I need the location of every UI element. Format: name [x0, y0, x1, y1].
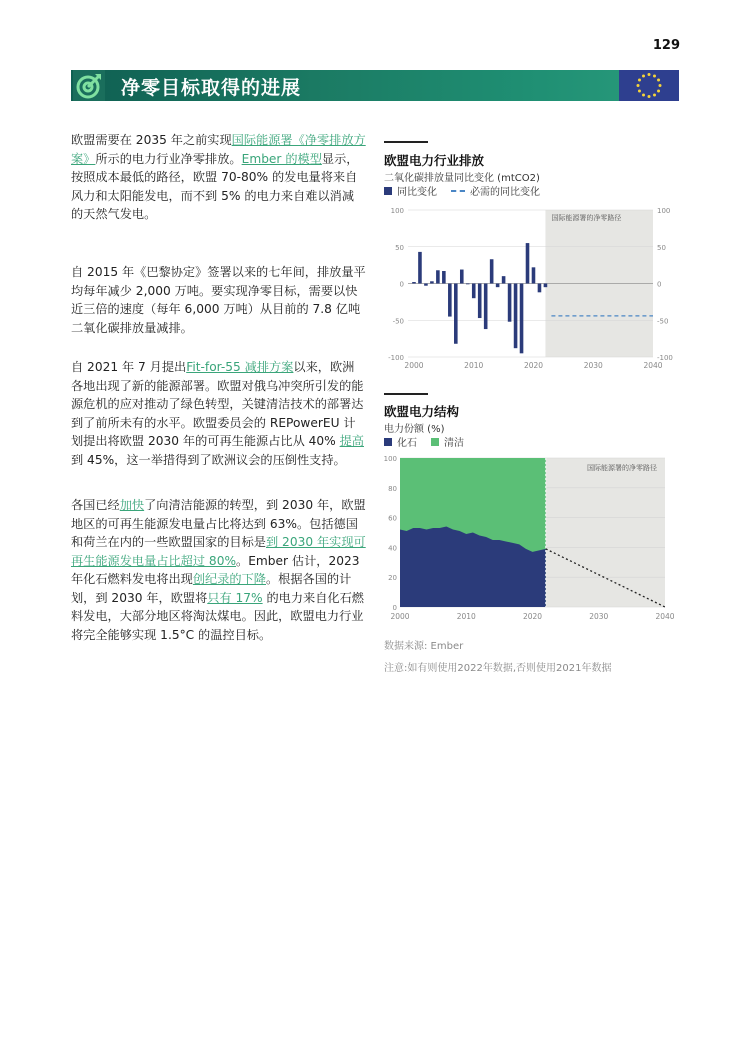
only-17-link[interactable]: 只有 17% — [207, 590, 263, 605]
x-tick-label: 2040 — [643, 361, 663, 370]
legend-swatch — [384, 187, 392, 195]
eu-star — [653, 74, 656, 77]
legend-label: 化石 — [397, 438, 417, 449]
y-tick-label-right: 50 — [657, 243, 666, 252]
eu-star — [648, 95, 651, 98]
page-number: 129 — [652, 38, 680, 53]
paragraph-text: 到 45%，这一举措得到了欧洲议会的压倒性支持。 — [71, 452, 346, 467]
emission-bar — [490, 259, 494, 283]
y-tick-label: 0 — [399, 280, 404, 289]
y-tick-label: 100 — [390, 207, 404, 215]
paragraph-2 — [71, 263, 366, 337]
paragraph-text: 以来，欧洲各地出现了新的能源部署。欧盟对俄乌冲突所引发的能源危机的应对推动了绿色转型，关键清洁技术的部署达到了前所未有的水平。欧盟委员会的 REPowerEU 计划提出将欧盟 2030 年的可再生能源占比从 40% — [71, 360, 364, 448]
y-tick-label: -50 — [392, 317, 404, 326]
emission-bar — [436, 270, 440, 283]
shade-label: 国际能源署的净零路径 — [551, 214, 622, 222]
x-tick-label: 2000 — [390, 612, 410, 621]
y-tick-label-right: 100 — [657, 207, 671, 215]
netzero-shade — [546, 458, 665, 607]
x-tick-label: 2020 — [522, 612, 543, 621]
y-tick-label: 80 — [388, 484, 397, 493]
ember-model-link[interactable]: Ember 的模型 — [241, 151, 322, 166]
eu-star — [653, 94, 656, 97]
mix-chart-legend — [384, 434, 464, 449]
paragraph-4 — [71, 496, 366, 644]
chart-rule — [384, 393, 428, 395]
paragraph-text: 显示，按照成本最低的路径，欧盟 70-80% 的发电量将来自风力和太阳能发电，而不到 5% 的电力来自难以消减的天然气发电。 — [71, 151, 359, 221]
legend-label: 必需的同比变化 — [470, 187, 540, 198]
y-tick-label-right: -100 — [657, 354, 673, 362]
y-tick-label: 50 — [395, 243, 404, 252]
emission-bar — [520, 284, 524, 354]
eu-star — [638, 79, 641, 82]
emission-bar — [496, 284, 500, 288]
shade-label: 国际能源署的净零路径 — [587, 464, 657, 472]
data-source: 数据来源: Ember — [384, 641, 464, 652]
x-tick-label: 2010 — [456, 612, 476, 621]
iea-netzero-link[interactable]: 国际能源署《净零排放方案》 — [71, 133, 366, 166]
emission-bar — [430, 281, 434, 283]
legend-label: 清洁 — [444, 438, 464, 449]
legend-dash-swatch — [451, 190, 465, 192]
eu-star — [657, 79, 660, 82]
y-tick-label-right: -50 — [657, 317, 669, 326]
y-tick-label: 60 — [388, 514, 397, 523]
x-tick-label: 2040 — [655, 612, 675, 621]
mix-chart-title: 欧盟电力结构 — [384, 404, 460, 419]
emission-bar — [454, 284, 458, 344]
legend-label: 同比变化 — [397, 187, 437, 198]
emission-bar — [424, 284, 428, 286]
emissions-chart — [378, 202, 678, 374]
paragraph-1 — [71, 131, 366, 224]
paragraph-text: 了向清洁能源的转型，到 2030 年，欧盟地区的可再生能源发电量占比将达到 63%。包括德国和荷兰在内的一些欧盟国家的目标是 — [71, 498, 366, 549]
renewables-80-link[interactable]: 到 2030 年实现可再生能源发电量占比超过 80% — [71, 535, 366, 568]
legend-item — [451, 183, 540, 198]
x-tick-label: 2020 — [523, 361, 544, 370]
eu-star — [642, 94, 645, 97]
y-tick-label: 100 — [383, 455, 397, 463]
emission-bar — [526, 243, 530, 283]
emission-bar — [538, 284, 542, 293]
paragraph-text: 欧盟需要在 2035 年之前实现 — [71, 133, 232, 147]
eu-star — [659, 84, 662, 87]
emission-bar — [412, 282, 416, 283]
section-banner — [71, 70, 679, 101]
paragraph-text: 自 2021 年 7 月提出 — [71, 360, 187, 374]
x-tick-label: 2030 — [583, 361, 603, 370]
emission-bar — [508, 284, 512, 322]
paragraph-text: 各国已经 — [71, 498, 120, 512]
y-tick-label: 0 — [392, 604, 397, 612]
emission-bar — [448, 284, 452, 317]
mix-chart-subtitle: 电力份额 (%) — [384, 424, 445, 435]
paragraph-text: 自 2015 年《巴黎协定》签署以来的七年间，排放量平均每年减少 2,000 万吨。要实现净零目标，需要以快近三倍的速度（每年 6,000 万吨）从目前的 7.8 亿吨二氧化碳排放量减排。 — [71, 265, 366, 335]
increase-link[interactable]: 提高 — [339, 434, 364, 448]
emission-bar — [466, 284, 470, 285]
x-tick-label: 2010 — [464, 361, 484, 370]
accelerate-link[interactable]: 加快 — [119, 498, 145, 512]
eu-star — [638, 90, 641, 93]
section-title: 净零目标取得的进展 — [121, 77, 302, 99]
fit-for-55-link[interactable]: Fit-for-55 减排方案 — [186, 360, 294, 374]
x-tick-label: 2000 — [404, 361, 424, 370]
eu-star — [648, 73, 651, 76]
legend-swatch — [431, 438, 439, 446]
chart-rule — [384, 141, 428, 143]
paragraph-text: 所示的电力行业净零排放。 — [95, 151, 242, 166]
y-tick-label: -100 — [388, 354, 404, 362]
emissions-chart-legend — [384, 183, 540, 198]
y-tick-label: 40 — [388, 544, 397, 553]
emission-bar — [478, 284, 482, 319]
eu-star — [642, 74, 645, 77]
eu-flag-icon — [619, 70, 679, 101]
eu-star — [657, 90, 660, 93]
x-tick-label: 2030 — [589, 612, 609, 621]
emissions-chart-subtitle: 二氧化碳排放量同比变化 (mtCO2) — [384, 173, 540, 184]
emission-bar — [472, 284, 476, 299]
emission-bar — [544, 284, 548, 288]
legend-swatch — [384, 438, 392, 446]
emission-bar — [502, 276, 506, 283]
y-tick-label-right: 0 — [657, 280, 662, 289]
record-drop-link[interactable]: 创纪录的下降 — [192, 572, 266, 586]
paragraph-text: 。根据各国的计划，到 2030 年，欧盟将 — [71, 572, 352, 605]
paragraph-text: 。Ember 估计，2023 年化石燃料发电将出现 — [71, 553, 360, 586]
paragraph-3 — [71, 358, 366, 469]
emission-bar — [418, 252, 422, 284]
target-arrow-icon — [73, 70, 105, 101]
paragraph-text: 的电力来自化石燃料发电，大部分地区将淘汰煤电。因此，欧盟电力行业将完全能够实现 1.5°C 的温控目标。 — [71, 590, 364, 642]
emission-bar — [484, 284, 488, 330]
eu-star — [637, 84, 640, 87]
legend-item — [431, 434, 464, 449]
legend-item — [384, 434, 417, 449]
emission-bar — [460, 270, 464, 284]
emission-bar — [514, 284, 518, 349]
mix-chart — [378, 452, 678, 627]
legend-item — [384, 183, 437, 198]
emissions-chart-title: 欧盟电力行业排放 — [384, 153, 485, 168]
emission-bar — [532, 267, 536, 283]
data-note: 注意:如有则使用2022年数据,否则使用2021年数据 — [384, 663, 612, 674]
emission-bar — [442, 271, 446, 283]
y-tick-label: 20 — [388, 574, 397, 583]
